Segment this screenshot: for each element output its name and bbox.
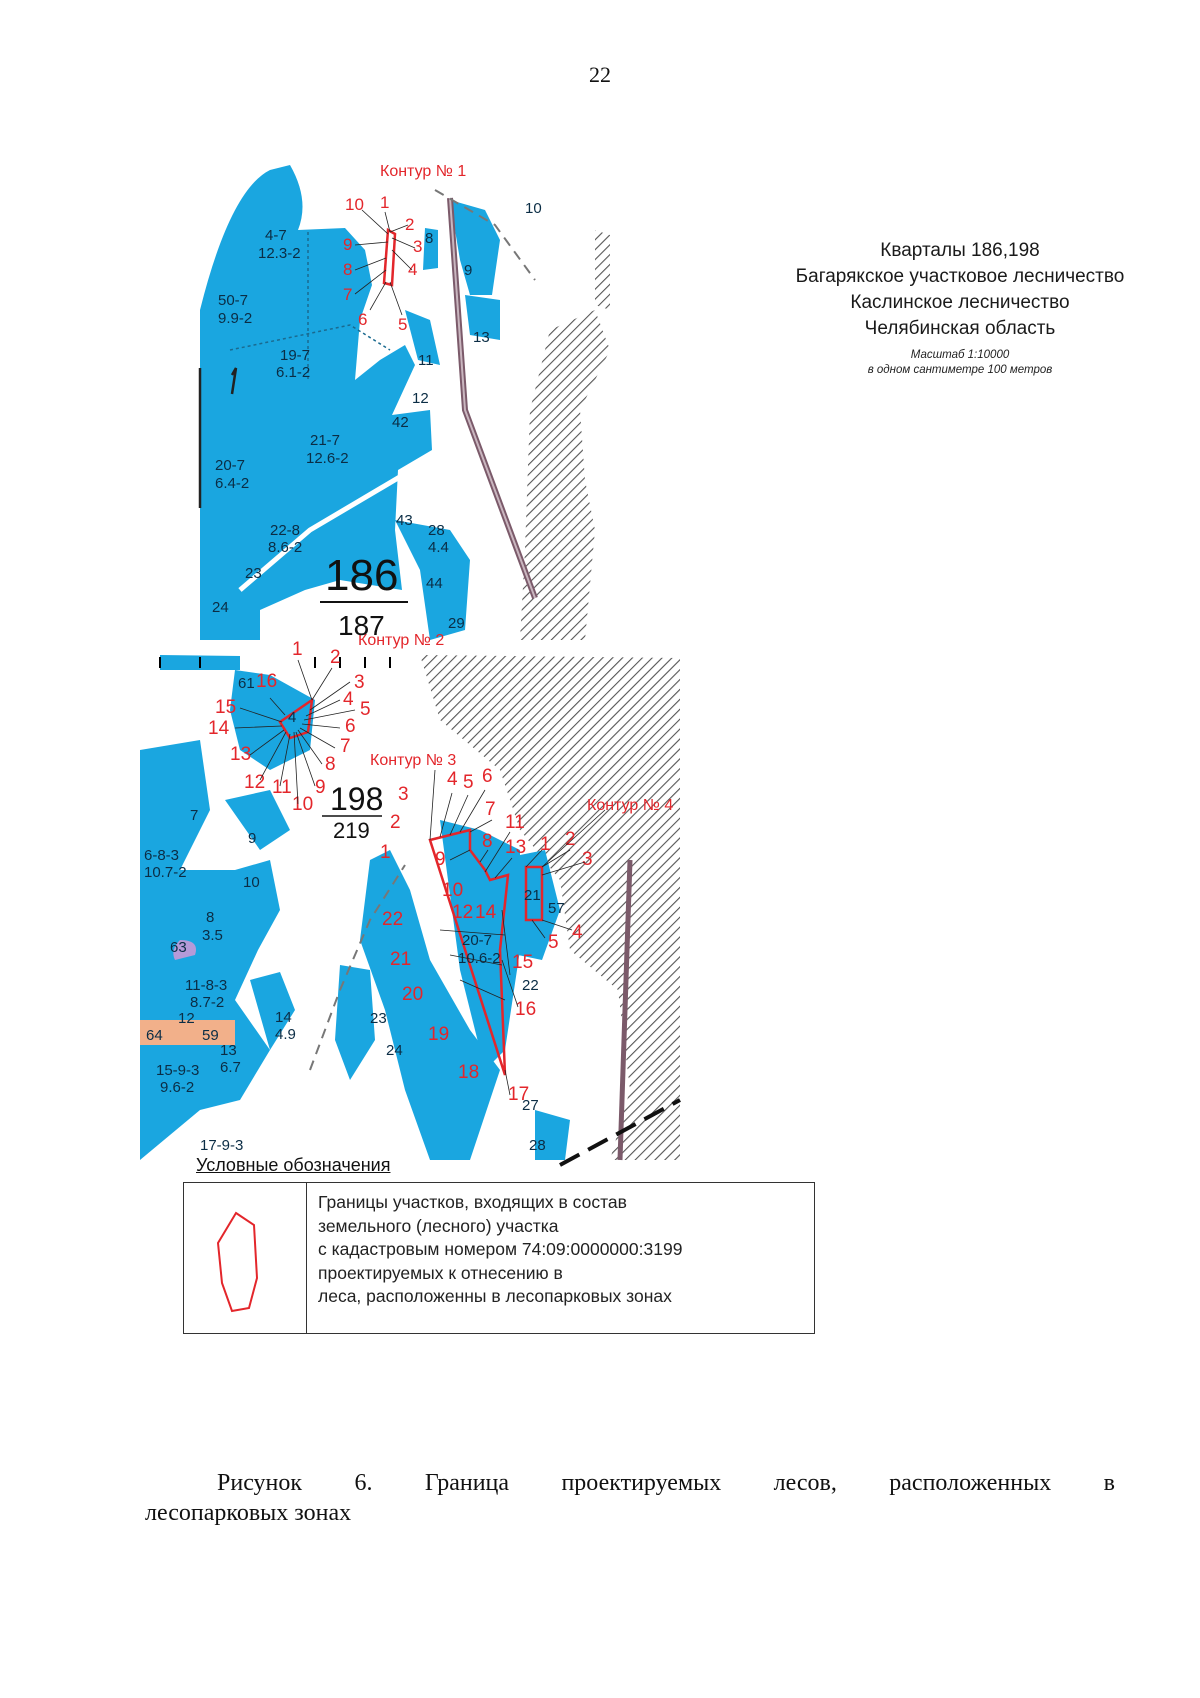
stand-label-top: 8 bbox=[206, 909, 215, 926]
plot-number: 29 bbox=[448, 615, 465, 632]
plot-number: 21 bbox=[524, 887, 541, 904]
contour-2-point: 9 bbox=[315, 777, 326, 798]
legend-line: леса, расположенны в лесопарковых зонах bbox=[318, 1286, 672, 1306]
contour-3-point: 2 bbox=[390, 812, 401, 833]
plot-number: 17-9-3 bbox=[200, 1137, 244, 1154]
caption-word: в bbox=[1103, 1470, 1115, 1496]
stand-label-bottom: 4.4 bbox=[428, 539, 449, 556]
contour-4-label: Контур № 4 bbox=[587, 797, 674, 814]
plot-number: 9 bbox=[248, 830, 257, 847]
plot-number: 59 bbox=[202, 1027, 219, 1044]
contour-4-point: 5 bbox=[548, 932, 559, 953]
contour-1-point: 10 bbox=[345, 195, 364, 214]
legend-title: Условные обозначения bbox=[196, 1155, 391, 1175]
contour-3-point: 11 bbox=[505, 812, 525, 833]
stand-label-top: 19-7 bbox=[280, 347, 311, 364]
contour-2-point: 6 bbox=[345, 716, 356, 737]
plot-number: 27 bbox=[522, 1097, 539, 1114]
stand-label-top: 22 bbox=[522, 977, 539, 994]
contour-2-point: 5 bbox=[360, 699, 371, 720]
contour-3-point: 16 bbox=[515, 999, 537, 1020]
contour-2-point: 3 bbox=[354, 672, 365, 693]
stand-label-bottom: 3.5 bbox=[202, 927, 223, 944]
contour-2-point: 14 bbox=[208, 718, 230, 739]
plot-number: 10 bbox=[243, 874, 260, 891]
legend-line: земельного (лесного) участка bbox=[318, 1215, 559, 1236]
plot-number: 61 bbox=[238, 675, 255, 692]
stand-label-top: 21-7 bbox=[310, 432, 341, 449]
stand-label-bottom: 12.3-2 bbox=[258, 245, 301, 262]
contour-3-point: 12 bbox=[452, 902, 474, 923]
contour-2-point: 1 bbox=[292, 639, 303, 660]
contour-2-point: 7 bbox=[340, 736, 351, 757]
contour-3-point: 5 bbox=[463, 772, 474, 793]
map-title-line: Челябинская область bbox=[864, 318, 1056, 339]
stand-label-bottom: 6.1-2 bbox=[276, 364, 311, 381]
contour-3-label: Контур № 3 bbox=[370, 752, 457, 769]
plot-number: 57 bbox=[548, 900, 565, 917]
stand-label-bottom: 8.6-2 bbox=[268, 539, 303, 556]
contour-2-point: 4 bbox=[343, 689, 354, 710]
contour-outline-icon bbox=[184, 1183, 306, 1333]
legend-line: проектируемых к отнесению в bbox=[318, 1262, 563, 1283]
contour-4-point: 3 bbox=[582, 849, 593, 870]
figure-caption bbox=[145, 1468, 1115, 1528]
map-title-block bbox=[780, 238, 1140, 342]
caption-word: лесов, bbox=[773, 1470, 837, 1496]
contour-3-point: 9 bbox=[435, 849, 446, 870]
plot-number: 4 bbox=[288, 709, 297, 726]
legend-box bbox=[183, 1182, 815, 1334]
contour-1-point: 1 bbox=[380, 193, 390, 212]
plot-number: 63 bbox=[170, 939, 187, 956]
contour-1-point: 3 bbox=[413, 237, 423, 256]
stand-label-bottom: 6.4-2 bbox=[215, 475, 250, 492]
stand-label-top: 11-8-3 bbox=[185, 977, 228, 994]
quarter-219-label: 219 bbox=[333, 818, 370, 843]
contour-1-point: 6 bbox=[358, 310, 368, 329]
caption-word: расположенных bbox=[889, 1470, 1052, 1496]
caption-word: Рисунок bbox=[217, 1470, 303, 1496]
quarter-187-label: 187 bbox=[338, 610, 385, 641]
contour-1-point: 7 bbox=[343, 285, 353, 304]
contour-2-label: Контур № 2 bbox=[358, 632, 445, 649]
plot-number: 24 bbox=[212, 599, 229, 616]
stand-label-bottom: 8.7-2 bbox=[190, 994, 225, 1011]
quarter-186-label: 186 bbox=[325, 551, 399, 600]
contour-1-point: 9 bbox=[343, 235, 353, 254]
contour-3-point: 6 bbox=[482, 766, 493, 787]
stand-label-bottom: 10.7-2 bbox=[144, 864, 187, 881]
contour-4-point: 2 bbox=[565, 829, 576, 850]
contour-2-point: 15 bbox=[215, 697, 237, 718]
plot-number: 64 bbox=[146, 1027, 163, 1044]
plot-number: 23 bbox=[370, 1010, 387, 1027]
contour-3-point: 14 bbox=[475, 902, 497, 923]
plot-number: 43 bbox=[396, 512, 413, 529]
caption-word: Граница bbox=[424, 1470, 510, 1496]
contour-1-label: Контур № 1 bbox=[380, 163, 467, 180]
quarter-198-label: 198 bbox=[330, 781, 384, 817]
contour-3-point: 20 bbox=[402, 984, 424, 1005]
contour-3-point: 8 bbox=[482, 831, 493, 852]
plot-number: 12 bbox=[412, 390, 429, 407]
page-number: 22 bbox=[589, 62, 611, 87]
contour-3-point: 18 bbox=[458, 1062, 480, 1083]
plot-number: 42 bbox=[392, 414, 409, 431]
plot-number: 8 bbox=[425, 230, 434, 247]
map-title-line: Кварталы 186,198 bbox=[880, 240, 1040, 261]
plot-number: 11 bbox=[418, 352, 434, 369]
contour-1-point: 2 bbox=[405, 215, 415, 234]
contour-3-point: 4 bbox=[447, 769, 458, 790]
legend-line: Границы участков, входящих в состав bbox=[318, 1192, 627, 1212]
stand-label-bottom: 10.6-2 bbox=[458, 950, 501, 967]
contour-2-point: 11 bbox=[272, 777, 292, 798]
stand-label-top: 20-7 bbox=[215, 457, 246, 474]
contour-2-point: 2 bbox=[330, 647, 341, 668]
contour-3-point: 10 bbox=[442, 880, 464, 901]
contour-1-point: 8 bbox=[343, 260, 353, 279]
contour-4-point: 1 bbox=[540, 834, 551, 855]
stand-label-top: 22-8 bbox=[270, 522, 301, 539]
stand-label-top: 4-7 bbox=[265, 227, 287, 244]
stand-label-bottom: 12.6-2 bbox=[306, 450, 349, 467]
caption-line-1 bbox=[145, 1468, 1115, 1498]
contour-3-point: 1 bbox=[380, 842, 391, 863]
plot-number: 23 bbox=[245, 565, 262, 582]
caption-line-2: лесопарковых зонах bbox=[145, 1500, 352, 1526]
stand-label-top: 6-8-3 bbox=[144, 847, 180, 864]
contour-3-point: 7 bbox=[485, 799, 496, 820]
stand-label-bottom: 9.9-2 bbox=[218, 310, 253, 327]
stand-label-top: 28 bbox=[428, 522, 445, 539]
stand-label-top: 20-7 bbox=[462, 932, 493, 949]
forest-map bbox=[140, 110, 1140, 1306]
plot-number: 13 bbox=[473, 329, 490, 346]
legend-symbol bbox=[184, 1183, 307, 1333]
legend-description bbox=[318, 1191, 798, 1309]
plot-number: 24 bbox=[386, 1042, 403, 1059]
contour-2-point: 13 bbox=[230, 744, 252, 765]
plot-number: 12 bbox=[178, 1010, 195, 1027]
stand-label-bottom: 4.9 bbox=[275, 1026, 296, 1043]
stand-label-bottom: 9.6-2 bbox=[160, 1079, 195, 1096]
contour-3-point: 19 bbox=[428, 1024, 450, 1045]
legend-line: с кадастровым номером 74:09:0000000:3199 bbox=[318, 1239, 683, 1259]
stand-label-top: 50-7 bbox=[218, 292, 249, 309]
map-scale-block bbox=[780, 348, 1140, 378]
stand-label-bottom: 6.7 bbox=[220, 1059, 241, 1076]
contour-3-point: 3 bbox=[398, 784, 409, 805]
contour-3-point: 21 bbox=[390, 949, 412, 970]
plot-number: 10 bbox=[525, 200, 542, 217]
map-scale-line: в одном сантиметре 100 метров bbox=[867, 364, 1053, 376]
contour-3-point: 13 bbox=[505, 837, 527, 858]
contour-2-point: 8 bbox=[325, 754, 336, 775]
plot-number: 44 bbox=[426, 575, 443, 592]
contour-1-point: 4 bbox=[408, 260, 418, 279]
contour-2-point: 10 bbox=[292, 794, 314, 815]
plot-number: 9 bbox=[464, 262, 473, 279]
caption-word: проектируемых bbox=[561, 1470, 722, 1496]
plot-number: 7 bbox=[190, 807, 199, 824]
stand-label-top: 13 bbox=[220, 1042, 237, 1059]
map-title-line: Багарякское участковое лесничество bbox=[795, 266, 1125, 287]
stand-label-top: 15-9-3 bbox=[156, 1062, 200, 1079]
contour-3-point: 22 bbox=[382, 909, 404, 930]
caption-word: 6. bbox=[354, 1470, 373, 1496]
map-title-line: Каслинское лесничество bbox=[850, 292, 1070, 313]
stand-label-top: 14 bbox=[275, 1009, 292, 1026]
contour-3-point: 15 bbox=[512, 952, 534, 973]
contour-4-point: 4 bbox=[572, 922, 583, 943]
contour-1-point: 5 bbox=[398, 315, 408, 334]
plot-number: 28 bbox=[529, 1137, 546, 1154]
map-scale-line: Масштаб 1:10000 bbox=[910, 349, 1010, 361]
contour-2-point: 16 bbox=[256, 671, 278, 692]
contour-2-point: 12 bbox=[244, 772, 266, 793]
contour-3-point: 17 bbox=[508, 1084, 530, 1105]
